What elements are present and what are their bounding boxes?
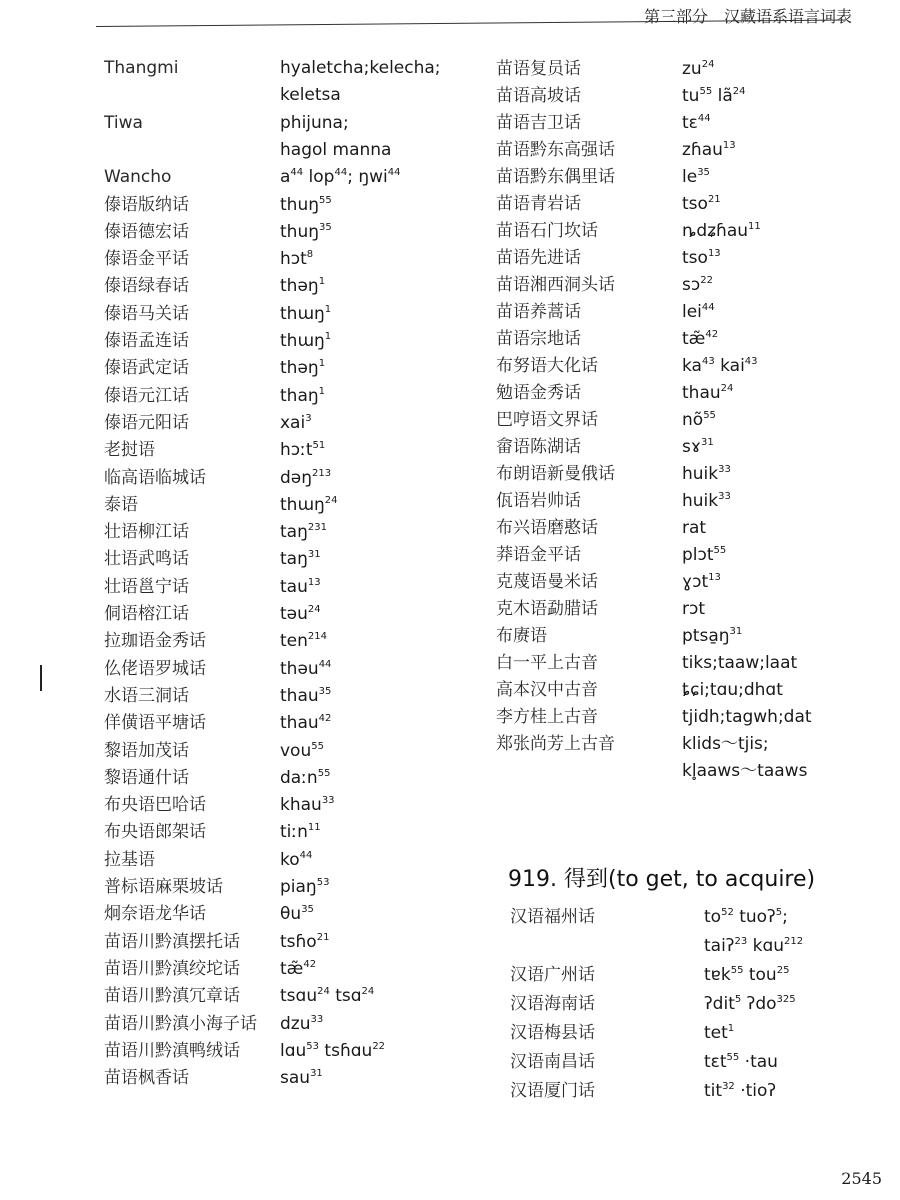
language-name: 汉语厦门话 xyxy=(510,1081,595,1101)
word-form: tɐk$^{55}$ tou$^{25}$ xyxy=(704,965,790,985)
word-form: tso$^{13}$ xyxy=(682,248,721,268)
language-name: 苗语高坡话 xyxy=(496,86,581,106)
language-name: 苗语石门坎话 xyxy=(496,221,598,241)
word-form: tso$^{21}$ xyxy=(682,194,721,214)
language-name: 汉语海南话 xyxy=(510,994,595,1014)
word-form: təu$^{24}$ xyxy=(280,604,321,624)
page-number: 2545 xyxy=(841,1169,882,1188)
word-form: hɔːt$^{51}$ xyxy=(280,440,326,461)
language-name: 布朗语新曼俄话 xyxy=(496,464,615,484)
language-name: 傣语元江话 xyxy=(104,385,189,406)
language-name: 佤语岩帅话 xyxy=(496,491,581,511)
running-header: 第三部分 汉藏语系语言词表 xyxy=(643,7,852,26)
word-form: sɤ$^{31}$ xyxy=(682,437,714,457)
word-form: thəu$^{44}$ xyxy=(280,658,332,679)
language-name: 畲语陈湖话 xyxy=(496,437,581,457)
word-form: thɯŋ$^{24}$ xyxy=(280,494,338,515)
word-form: huik$^{33}$ xyxy=(682,491,731,511)
language-name: Tiwa xyxy=(104,112,143,133)
language-name: 傣语武定话 xyxy=(104,358,189,379)
word-form: ȶɕi;tɑu;dhɑt xyxy=(682,680,783,700)
language-name: 壮语柳江话 xyxy=(104,522,189,543)
language-name: 壮语邕宁话 xyxy=(104,576,189,597)
word-form: $to^{52}$ tuoʔ$^5$; xyxy=(704,907,788,927)
language-name: 炯奈语龙华话 xyxy=(104,904,206,925)
word-form: keletsa xyxy=(280,85,341,106)
word-form: tau$^{13}$ xyxy=(280,576,321,597)
language-name: 傣语版纳话 xyxy=(104,194,189,215)
language-name: 汉语梅县话 xyxy=(510,1023,595,1043)
language-name: 莽语金平话 xyxy=(496,545,581,565)
language-name: 克蔑语曼米话 xyxy=(496,572,598,592)
language-name: 苗语川黔滇绞坨话 xyxy=(104,958,240,979)
language-name: 苗语川黔滇鸭绒话 xyxy=(104,1040,240,1061)
language-name: 郑张尚芳上古音 xyxy=(496,734,615,754)
language-name: 泰语 xyxy=(104,494,138,515)
language-name: 李方桂上古音 xyxy=(496,707,598,727)
language-name: 勉语金秀话 xyxy=(496,383,581,403)
word-form: rat xyxy=(682,518,707,538)
language-name: 苗语先进话 xyxy=(496,248,581,268)
language-name: 巴哼语文界话 xyxy=(496,410,598,430)
word-form: tit$^{32}$ ·tioʔ xyxy=(704,1081,777,1101)
language-name: 苗语川黔滇冗章话 xyxy=(104,986,240,1007)
word-form: taŋ$^{31}$ xyxy=(280,549,321,570)
word-form: rɔt xyxy=(682,599,705,619)
word-form: tæ̃$^{42}$ xyxy=(280,958,317,979)
word-form: $tu^{55}$ $lã^{24}$ xyxy=(682,86,746,106)
language-name: 苗语养蒿话 xyxy=(496,302,581,322)
word-form: phijuna; xyxy=(280,112,349,133)
language-name: 布赓语 xyxy=(496,626,547,646)
section-heading xyxy=(508,862,815,893)
language-name: Thangmi xyxy=(104,58,179,78)
word-form: thaŋ$^1$ xyxy=(280,385,326,406)
word-form: hyaletcha;kelecha; xyxy=(280,58,441,78)
language-name: 侗语榕江话 xyxy=(104,604,189,624)
word-form: tsɦo$^{21}$ xyxy=(280,931,330,952)
word-form: thau$^{42}$ xyxy=(280,713,332,734)
word-form: ɣɔt$^{13}$ xyxy=(682,572,721,592)
language-name: 水语三洞话 xyxy=(104,685,189,706)
language-name: 布央语巴哈话 xyxy=(104,795,206,816)
language-name: 拉基语 xyxy=(104,849,155,870)
language-name: 苗语青岩话 xyxy=(496,194,581,214)
word-form: $le^{35}$ xyxy=(682,167,710,187)
language-name: 汉语广州话 xyxy=(510,965,595,985)
language-name: 傣语德宏话 xyxy=(104,221,189,242)
word-form: ʔdit$^5$ ʔdo$^{325}$ xyxy=(704,994,796,1014)
word-form: thuŋ$^{35}$ xyxy=(280,221,332,242)
language-name: 黎语通什话 xyxy=(104,767,189,788)
language-name: 普标语麻栗坡话 xyxy=(104,877,223,897)
word-form: tɛt$^{55}$ ·tau xyxy=(704,1052,778,1072)
word-form: ȵdʑɦau$^{11}$ xyxy=(682,221,761,241)
language-name: 苗语枫香话 xyxy=(104,1068,189,1089)
language-name: 壮语武鸣话 xyxy=(104,549,189,570)
language-name: 黎语加茂话 xyxy=(104,740,189,761)
language-name: 高本汉中古音 xyxy=(496,680,598,700)
language-name: 佯僙语平塘话 xyxy=(104,713,206,734)
word-form: $ka^{43}$ kai$^{43}$ xyxy=(682,356,758,376)
word-form: thuŋ$^{55}$ xyxy=(280,194,332,215)
word-form: tsɑu$^{24}$ tsɑ$^{24}$ xyxy=(280,986,375,1007)
language-name: 苗语川黔滇摆托话 xyxy=(104,931,240,952)
word-form: tɛ$^{44}$ xyxy=(682,113,711,133)
section-number: 919. xyxy=(508,867,557,892)
language-name: 苗语吉卫话 xyxy=(496,113,581,133)
language-name: 仫佬语罗城话 xyxy=(104,658,206,679)
word-form: taŋ$^{231}$ xyxy=(280,522,327,543)
word-form: thɯŋ$^1$ xyxy=(280,303,332,324)
word-form: tet$^1$ xyxy=(704,1023,735,1043)
language-name: 傣语绿春话 xyxy=(104,276,189,297)
word-form: $ptsa̱ŋ^{31}$ xyxy=(682,626,743,646)
word-form: $nõ^{55}$ xyxy=(682,410,716,430)
language-name: 布兴语磨憨话 xyxy=(496,518,598,538)
language-name: 克木语勐腊话 xyxy=(496,599,598,619)
language-name: 汉语南昌话 xyxy=(510,1052,595,1072)
word-form: tiks;taaw;laat xyxy=(682,653,798,673)
language-name: 布央语郎架话 xyxy=(104,822,206,843)
word-form: $ko^{44}$ xyxy=(280,849,313,870)
word-form: vou$^{55}$ xyxy=(280,740,324,761)
language-name: 苗语川黔滇小海子话 xyxy=(104,1013,257,1034)
word-form: dzu$^{33}$ xyxy=(280,1013,324,1034)
language-name: 傣语孟连话 xyxy=(104,331,189,351)
word-form: thɯŋ$^1$ xyxy=(280,331,332,351)
word-form: xai$^3$ xyxy=(280,412,312,433)
word-form: plɔt$^{55}$ xyxy=(682,545,727,565)
language-name: Wancho xyxy=(104,167,172,188)
word-form: $zu^{24}$ xyxy=(682,59,715,79)
language-name: 汉语福州话 xyxy=(510,907,595,927)
word-form: tæ̃$^{42}$ xyxy=(682,329,719,349)
language-name: 苗语复员话 xyxy=(496,59,581,79)
word-form: thəŋ$^1$ xyxy=(280,358,326,379)
language-name: 苗语黔东偶里话 xyxy=(496,167,615,187)
word-form: huik$^{33}$ xyxy=(682,464,731,484)
language-name: 傣语马关话 xyxy=(104,303,189,324)
word-form: taiʔ$^{23}$ kɑu$^{212}$ xyxy=(704,936,804,956)
language-name: 白一平上古音 xyxy=(496,653,598,673)
language-name: 苗语黔东高强话 xyxy=(496,140,615,160)
word-form: lɑu$^{53}$ tsɦɑu$^{22}$ xyxy=(280,1040,386,1061)
word-form: thau$^{24}$ xyxy=(682,383,734,403)
language-name: 临高语临城话 xyxy=(104,467,206,488)
word-form: hɔt$^8$ xyxy=(280,249,314,270)
word-form: khau$^{33}$ xyxy=(280,795,335,816)
word-form: thau$^{35}$ xyxy=(280,685,332,706)
word-form: dəŋ$^{213}$ xyxy=(280,467,332,488)
language-name: 布努语大化话 xyxy=(496,356,598,376)
word-form: klids～tjis; xyxy=(682,734,769,754)
section-title: 得到(to get, to acquire) xyxy=(563,867,816,892)
language-name: 傣语金平话 xyxy=(104,249,189,270)
word-form: tjidh;tagwh;dat xyxy=(682,707,812,727)
language-name: 苗语宗地话 xyxy=(496,329,581,349)
language-name: 傣语元阳话 xyxy=(104,412,189,433)
language-name: 老挝语 xyxy=(104,440,155,461)
language-name: 苗语湘西洞头话 xyxy=(496,275,615,295)
word-form: ten$^{214}$ xyxy=(280,631,327,652)
word-form: $\theta u^{35}$ xyxy=(280,904,314,925)
word-form: tiːn$^{11}$ xyxy=(280,822,321,843)
word-form: lei$^{44}$ xyxy=(682,302,715,322)
language-name: 拉珈语金秀话 xyxy=(104,631,206,652)
word-form: zɦau$^{13}$ xyxy=(682,140,736,160)
word-form: thəŋ$^1$ xyxy=(280,276,326,297)
word-form: daːn$^{55}$ xyxy=(280,767,331,788)
word-form: sau$^{31}$ xyxy=(280,1068,323,1089)
word-form: $a^{44}$ lop$^{44}$; ŋwi$^{44}$ xyxy=(280,167,401,188)
word-form: piaŋ$^{53}$ xyxy=(280,877,330,897)
word-form: kl̥aaws～taaws xyxy=(682,761,808,781)
margin-mark xyxy=(40,665,42,691)
word-form: hagol manna xyxy=(280,139,392,160)
word-form: sɔ$^{22}$ xyxy=(682,275,713,295)
